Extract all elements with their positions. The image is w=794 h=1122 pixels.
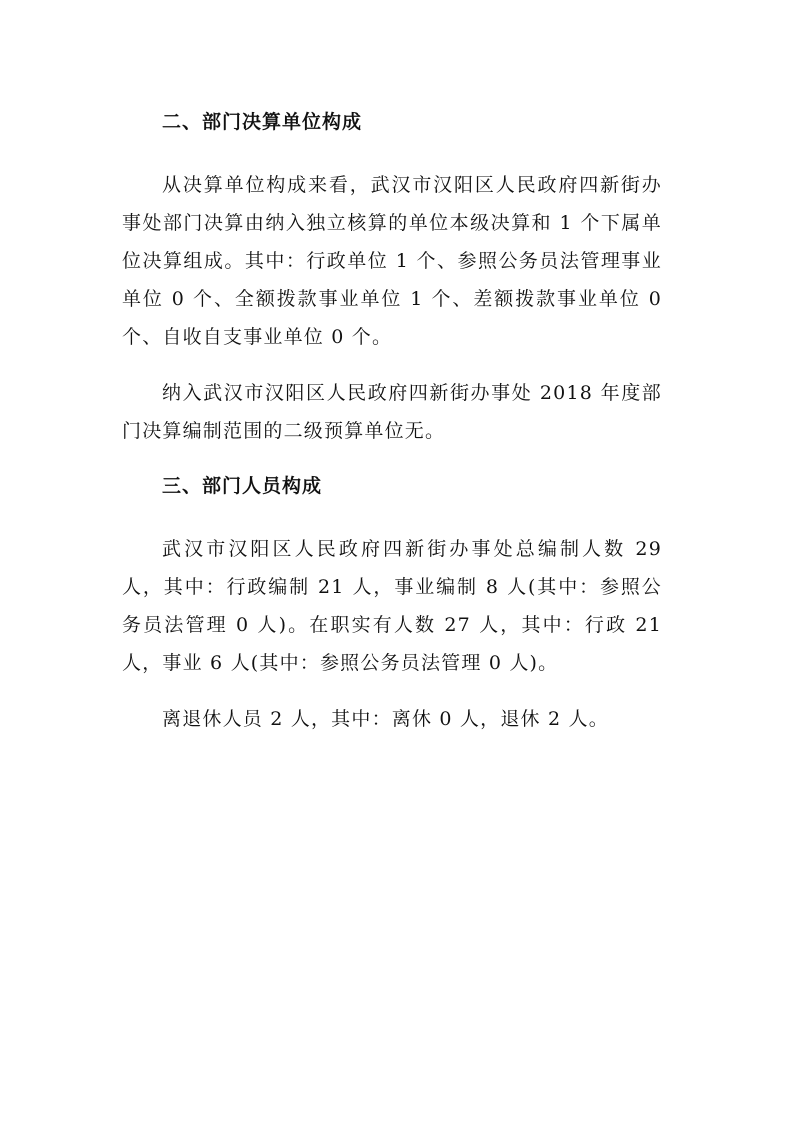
paragraph-retired-staff: 离退休人员 2 人，其中：离休 0 人，退休 2 人。 [162,708,609,730]
paragraph-staff-numbers: 武汉市汉阳区人民政府四新街办事处总编制人数 29 人，其中：行政编制 21 人，事业编制 8 人(其中：参照公务员法管理 0 人)。在职实有人数 27 人，其中：行政 21 人，事业 6 人(其中：参照公务员法管理 0 人)。 [122,538,662,674]
section-heading-unit-composition: 二、部门决算单位构成 [162,111,363,133]
paragraph-unit-composition: 从决算单位构成来看，武汉市汉阳区人民政府四新街办事处部门决算由纳入独立核算的单位本级决算和 1 个下属单位决算组成。其中：行政单位 1 个、参照公务员法管理事业单位 0 个、全额拨款事业单位 1 个、差额拨款事业单位 0 个、自收自支事业单位 0 个。 [122,174,662,348]
document-content [122,104,662,756]
section-heading-staff-composition: 三、部门人员构成 [162,475,323,497]
paragraph-secondary-units: 纳入武汉市汉阳区人民政府四新街办事处 2018 年度部门决算编制范围的二级预算单位无。 [122,382,662,442]
